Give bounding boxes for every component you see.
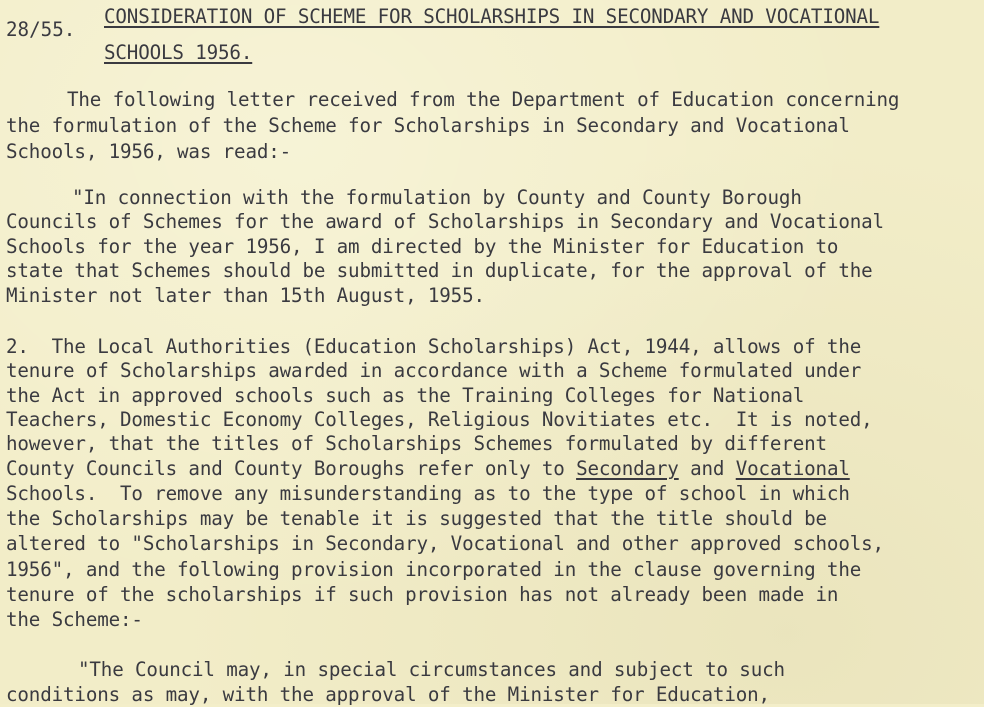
letter-line: Teachers, Domestic Economy Colleges, Religious Novitiates etc. It is noted, — [6, 408, 873, 431]
letter-line: state that Schemes should be submitted in duplicate, for the approval of the — [6, 259, 873, 282]
letter-line: however, that the titles of Scholarships Schemes formulated by different — [6, 432, 827, 455]
document-title-cont: SCHOOLS 1956. — [104, 41, 253, 64]
letter-line: "In connection with the formulation by County and County Borough — [72, 186, 802, 209]
letter-text: and — [678, 457, 736, 480]
quote-line: "The Council may, in special circumstances and subject to such — [78, 658, 785, 681]
letter-line: 1956", and the following provision incorporated in the clause governing the — [6, 558, 862, 581]
letter-line — [6, 457, 850, 481]
letter-line: tenure of the scholarships if such provision has not already been made in — [6, 583, 839, 606]
underlined-vocational: Vocational — [735, 457, 850, 480]
intro-line: the formulation of the Scheme for Scholarships in Secondary and Vocational — [6, 114, 850, 137]
letter-line: Minister not later than 15th August, 1955. — [6, 284, 485, 307]
letter-line: Schools. To remove any misunderstanding as to the type of school in which — [6, 482, 850, 505]
letter-line: Schools for the year 1956, I am directed by the Minister for Education to — [6, 235, 839, 258]
letter-text: County Councils and County Boroughs refer only to — [6, 457, 577, 480]
underlined-secondary: Secondary — [576, 457, 679, 480]
letter-line: altered to "Scholarships in Secondary, Vocational and other approved schools, — [6, 532, 884, 555]
letter-line: the Act in approved schools such as the Training Colleges for National — [6, 384, 805, 407]
quote-line: conditions as may, with the approval of the Minister for Education, — [6, 683, 770, 706]
letter-line: Councils of Schemes for the award of Scholarships in Secondary and Vocational — [6, 210, 884, 233]
letter-line: 2. The Local Authorities (Education Scholarships) Act, 1944, allows of the — [6, 335, 862, 358]
letter-line: the Scholarships may be tenable it is suggested that the title should be — [6, 507, 827, 530]
document-title: CONSIDERATION OF SCHEME FOR SCHOLARSHIPS IN SECONDARY AND VOCATIONAL — [104, 5, 880, 28]
intro-line: Schools, 1956, was read:- — [6, 140, 292, 163]
letter-line: the Scheme:- — [6, 608, 143, 631]
letter-line: tenure of Scholarships awarded in accordance with a Scheme formulated under — [6, 359, 862, 382]
intro-line: The following letter received from the Department of Education concerning — [67, 88, 900, 111]
minute-reference: 28/55. — [6, 18, 76, 41]
